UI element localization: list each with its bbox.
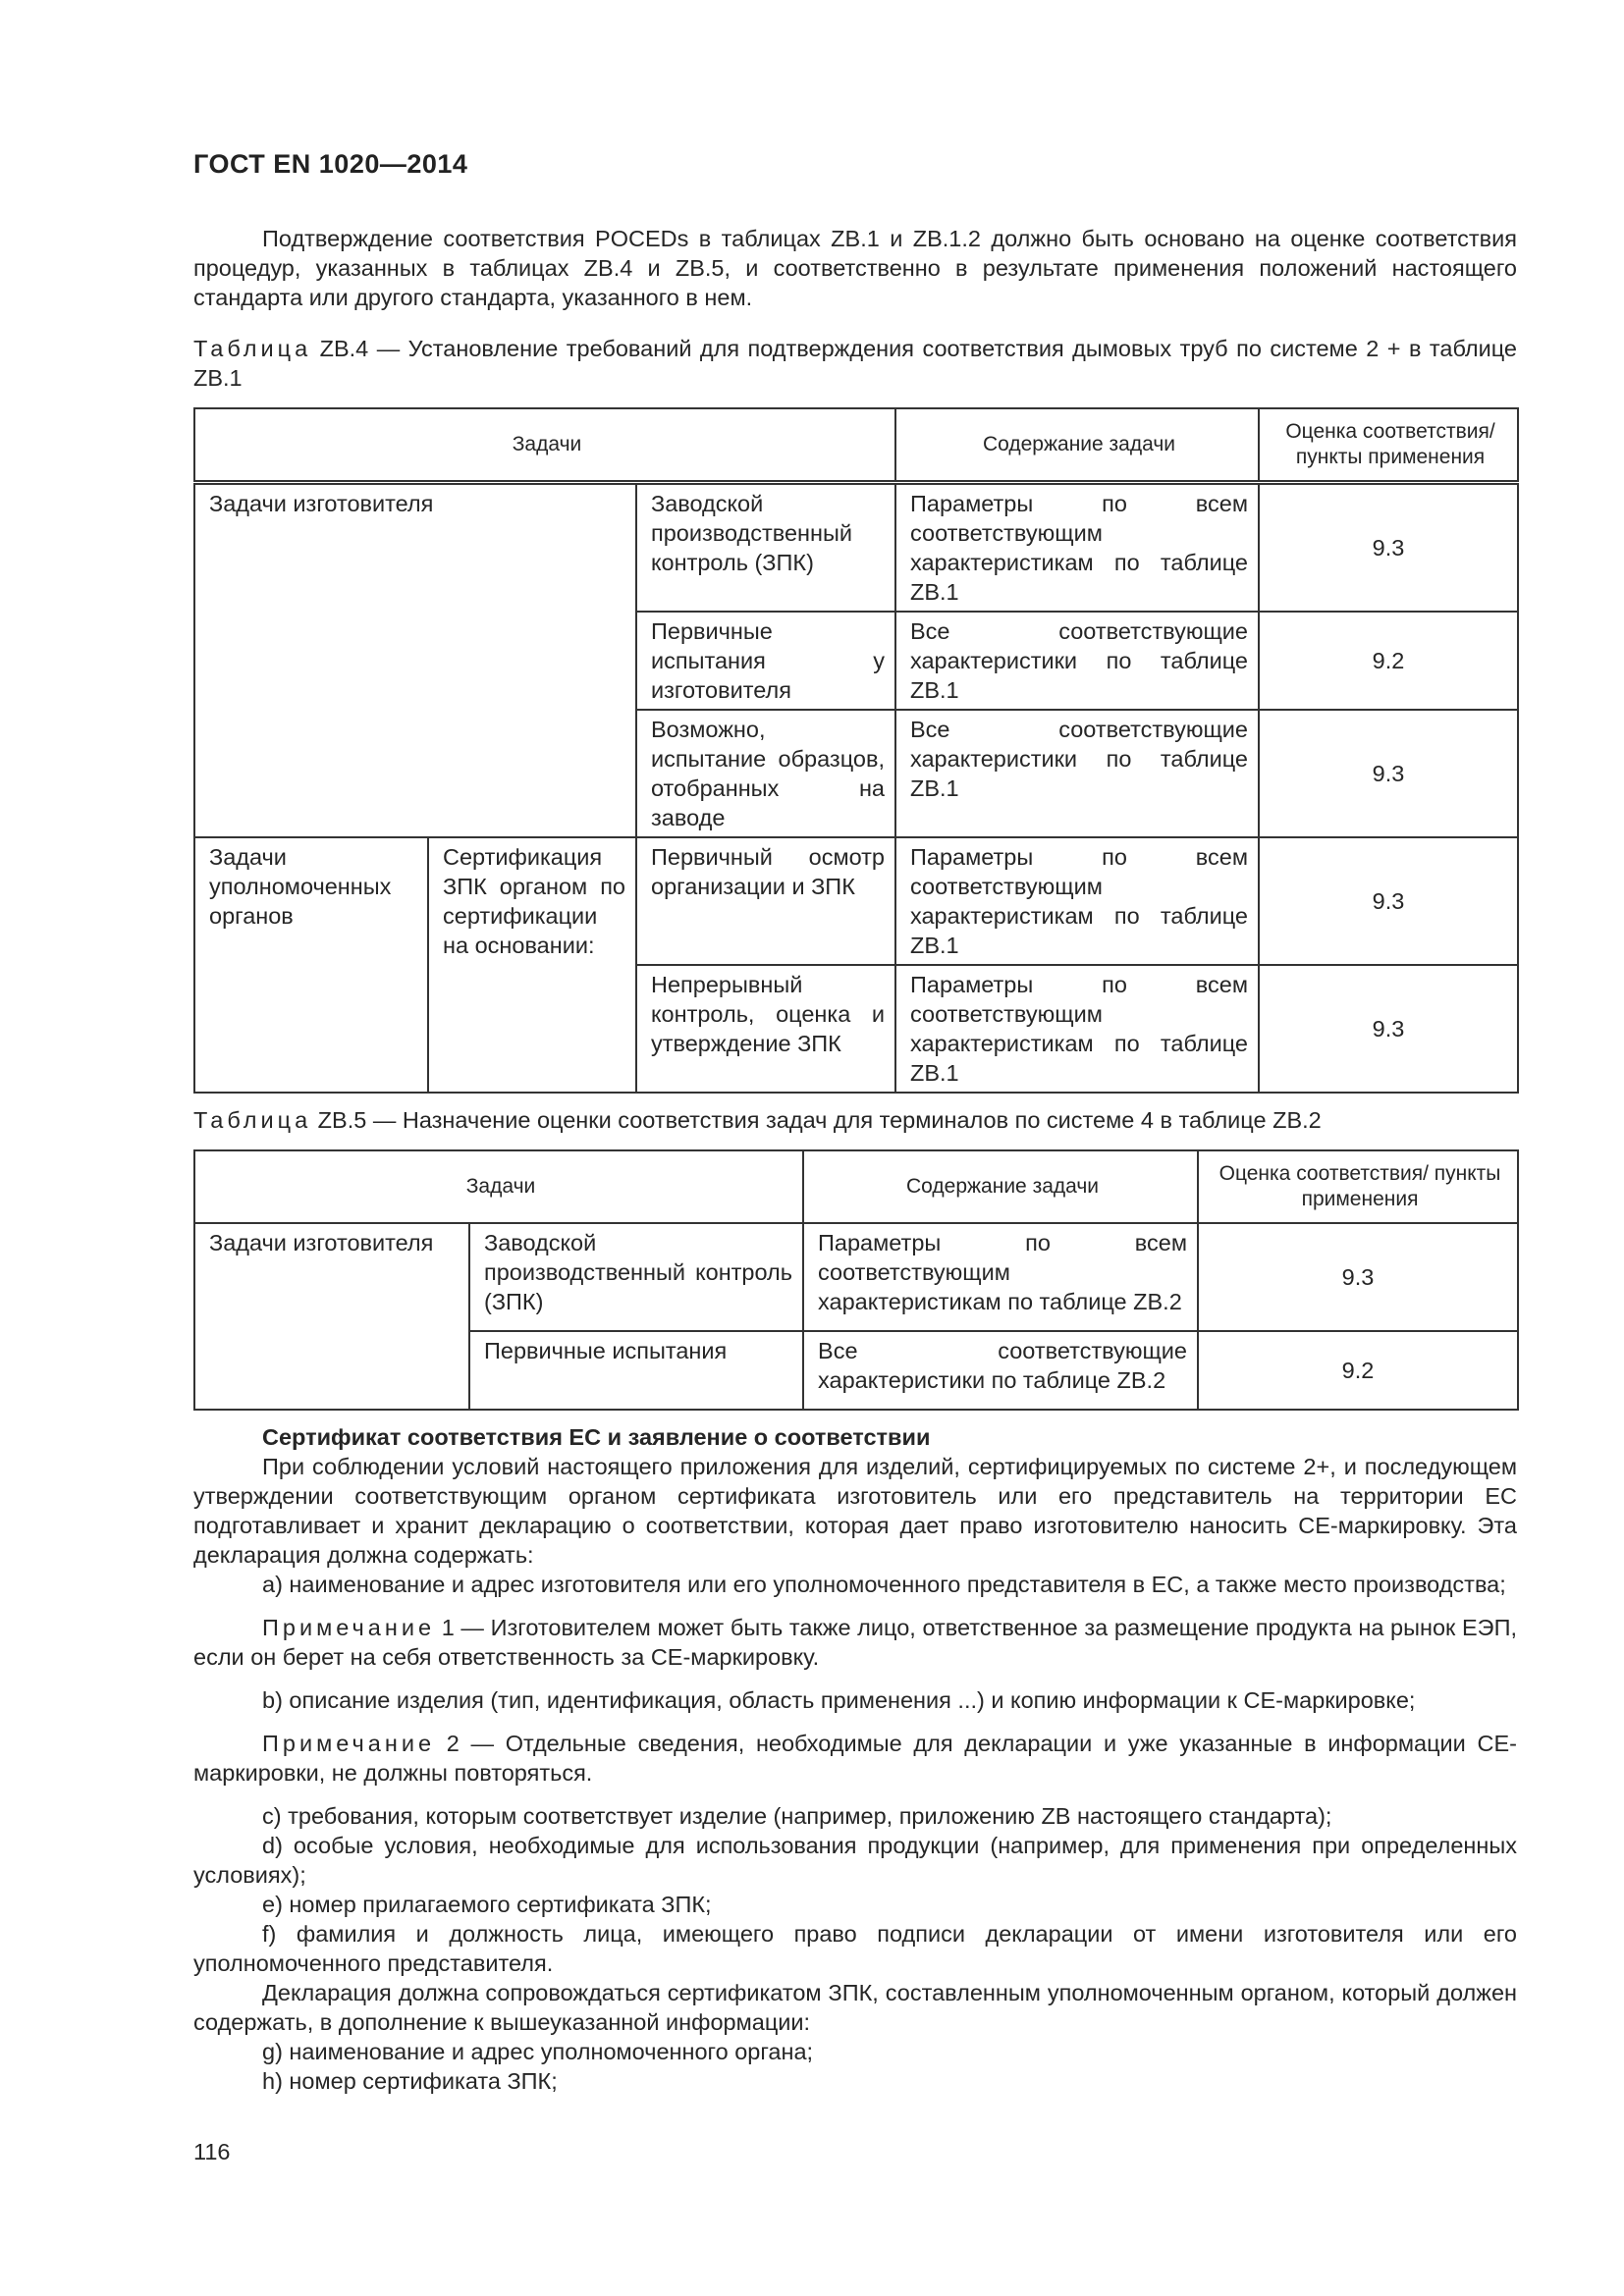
note1-text: 1 — Изготовителем может быть также лицо, ответственное за размещение продукта на рынок ЕЭП, если он берет на себя ответственность за СЕ-маркировку. (193, 1615, 1517, 1670)
table2-caption-text: ZB.5 — Назначение оценки соответствия задач для терминалов по системе 4 в таблице ZB.2 (311, 1107, 1322, 1133)
table2-content: Все соответствующие характеристики по таблице ZB.2 (803, 1331, 1198, 1410)
list-item-b: b) описание изделия (тип, идентификация, область применения ...) и копию информации к СЕ-маркировке; (262, 1687, 1416, 1713)
table2-header-content: Содержание задачи (803, 1150, 1198, 1223)
table1-header-row (194, 408, 1518, 483)
note2-text: 2 — Отдельные сведения, необходимые для декларации и уже указанные в информации СЕ-маркировки, не должны повторяться. (193, 1731, 1517, 1786)
table-zb5 (193, 1149, 1519, 1411)
table1-content: Параметры по всем соответствующим характеристикам по таблице ZB.1 (895, 965, 1259, 1093)
table2-header-row (194, 1150, 1518, 1223)
table1-ref: 9.2 (1259, 612, 1518, 710)
section-paragraph-2: Декларация должна сопровождаться сертификатом ЗПК, составленным уполномоченным органом, который должен содержать, в дополнение к вышеуказанной информации: (193, 1980, 1517, 2035)
list-item-g: g) наименование и адрес уполномоченного органа; (262, 2039, 814, 2064)
table1-ref: 9.3 (1259, 837, 1518, 965)
list-item-e: e) номер прилагаемого сертификата ЗПК; (262, 1892, 712, 1917)
table1-task: Первичные испытания у изготовителя (636, 612, 895, 710)
section-title: Сертификат соответствия ЕС и заявление о соответствии (262, 1424, 931, 1450)
table2-group-manufacturer: Задачи изготовителя (194, 1223, 469, 1410)
table1-ref: 9.3 (1259, 483, 1518, 613)
document-header: ГОСТ EN 1020—2014 (193, 149, 468, 179)
table1-ref: 9.3 (1259, 710, 1518, 837)
table2-content: Параметры по всем соответствующим характеристикам по таблице ZB.2 (803, 1223, 1198, 1331)
table2-header-tasks: Задачи (194, 1150, 803, 1223)
section-paragraph-1: При соблюдении условий настоящего приложения для изделий, сертифицируемых по системе 2+, и последующем утверждении соответствующим органом сертификата изготовитель или его представитель на территории ЕС подготавливает и хранит декларацию о соответствии, которая дает право изготовителю наносить СЕ-маркировку. Эта декларация должна содержать: (193, 1454, 1517, 1568)
table1-task: Непрерывный контроль, оценка и утверждение ЗПК (636, 965, 895, 1093)
table1-task: Возможно, испытание образцов, отобранных на заводе (636, 710, 895, 837)
table1-header-assessment: Оценка соответствия/ пункты применения (1259, 408, 1518, 483)
table2-header-assessment: Оценка соответствия/ пункты применения (1198, 1150, 1518, 1223)
table1-content: Параметры по всем соответствующим характеристикам по таблице ZB.1 (895, 483, 1259, 613)
table1-ref: 9.3 (1259, 965, 1518, 1093)
table1-header-tasks: Задачи (194, 408, 895, 483)
table1-caption-text: ZB.4 — Установление требований для подтверждения соответствия дымовых труб по системе 2 + в таблице ZB.1 (193, 336, 1517, 391)
table2-task: Заводской производственный контроль (ЗПК) (469, 1223, 803, 1331)
table1-caption-label: Таблица (193, 336, 312, 361)
intro-paragraph: Подтверждение соответствия POCEDs в таблицах ZB.1 и ZB.1.2 должно быть основано на оценке соответствия процедур, указанных в таблицах ZB.4 и ZB.5, и соответственно в результате применения положений настоящего стандарта или другого стандарта, указанного в нем. (193, 226, 1517, 310)
table1-subgroup-certification: Сертификация ЗПК органом по сертификации на основании: (428, 837, 636, 1093)
table1-task: Первичный осмотр организации и ЗПК (636, 837, 895, 965)
table1-task: Заводской производственный контроль (ЗПК) (636, 483, 895, 613)
table1-content: Все соответствующие характеристики по таблице ZB.1 (895, 710, 1259, 837)
table2-ref: 9.3 (1198, 1223, 1518, 1331)
table2-task: Первичные испытания (469, 1331, 803, 1410)
list-item-h: h) номер сертификата ЗПК; (262, 2068, 558, 2094)
table1-caption (193, 334, 1517, 393)
table1-header-content: Содержание задачи (895, 408, 1259, 483)
table2-ref: 9.2 (1198, 1331, 1518, 1410)
table2-caption-label: Таблица (193, 1107, 312, 1133)
list-item-a: а) наименование и адрес изготовителя или его уполномоченного представителя в ЕС, а также место производства; (262, 1572, 1506, 1597)
page-number: 116 (193, 2139, 231, 2164)
table-row (194, 837, 1518, 965)
table1-content: Все соответствующие характеристики по таблице ZB.1 (895, 612, 1259, 710)
list-item-f: f) фамилия и должность лица, имеющего право подписи декларации от имени изготовителя или его уполномоченного представителя. (193, 1921, 1517, 1976)
note1-label: Примечание (262, 1615, 436, 1640)
table1-group-manufacturer: Задачи изготовителя (194, 483, 636, 838)
note2-label: Примечание (262, 1731, 436, 1756)
table2-caption (193, 1105, 1517, 1135)
table1-content: Параметры по всем соответствующим характеристикам по таблице ZB.1 (895, 837, 1259, 965)
note-2 (193, 1729, 1517, 1788)
table1-group-authorities: Задачи уполномоченных органов (194, 837, 428, 1093)
table-row (194, 1223, 1518, 1331)
table-zb4 (193, 407, 1519, 1094)
note-1 (193, 1613, 1517, 1672)
list-item-d: d) особые условия, необходимые для использования продукции (например, для применения при определенных условиях); (193, 1833, 1517, 1888)
list-item-c: c) требования, которым соответствует изделие (например, приложению ZB настоящего стандарта); (262, 1803, 1332, 1829)
page-content (193, 224, 1517, 2096)
table-row (194, 483, 1518, 613)
